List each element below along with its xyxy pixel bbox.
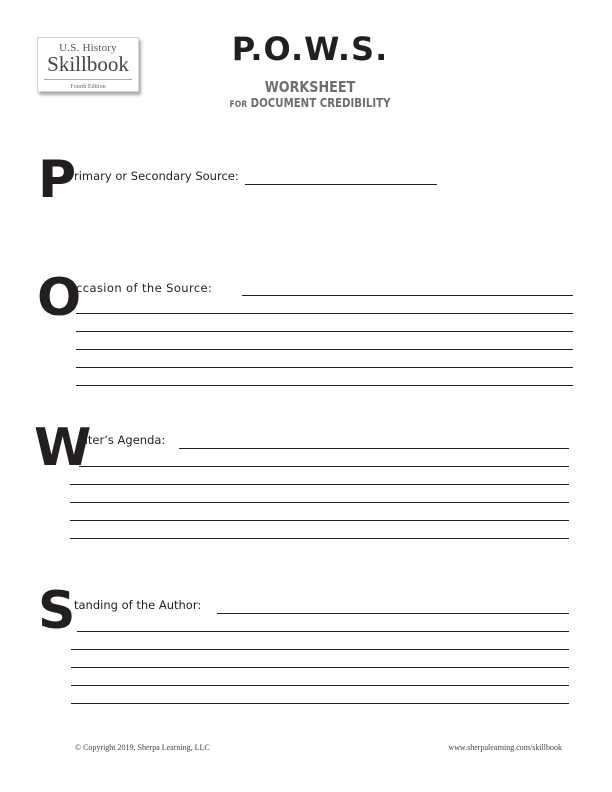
logo-edition: Fourth Edition xyxy=(67,84,108,90)
answer-line-w-4[interactable] xyxy=(70,502,569,503)
label-primary-secondary: rimary or Secondary Source: xyxy=(74,169,239,183)
answer-line-w-3[interactable] xyxy=(70,484,569,485)
logo-title: Skillbook xyxy=(47,52,129,76)
answer-line-p[interactable] xyxy=(245,184,437,185)
page-subtitle-secondary xyxy=(183,96,438,112)
footer-copyright: © Copyright 2019, Sherpa Learning, LLC xyxy=(75,743,210,752)
logo-series: U.S. History xyxy=(59,42,117,54)
letter-p: P xyxy=(38,150,75,210)
answer-line-s-6[interactable] xyxy=(71,703,569,704)
skillbook-logo xyxy=(37,37,139,92)
answer-line-o-5[interactable] xyxy=(76,367,573,368)
page-title: P.O.W.S. xyxy=(231,30,389,68)
letter-s: S xyxy=(38,581,74,641)
answer-line-s-4[interactable] xyxy=(71,667,569,668)
answer-line-w-2[interactable] xyxy=(79,466,569,467)
answer-line-o-3[interactable] xyxy=(76,331,573,332)
answer-line-s-1[interactable] xyxy=(217,613,569,614)
page-subtitle: WORKSHEET xyxy=(264,78,356,96)
answer-line-w-1[interactable] xyxy=(179,448,569,449)
answer-line-o-1[interactable] xyxy=(242,295,573,296)
logo-rule xyxy=(44,79,132,80)
answer-line-o-4[interactable] xyxy=(76,349,573,350)
footer-url[interactable]: www.sherpalearning.com/skillbook xyxy=(448,743,562,752)
answer-line-o-6[interactable] xyxy=(76,385,573,386)
logo-edition-row xyxy=(44,75,132,90)
answer-line-w-6[interactable] xyxy=(70,538,569,539)
label-occasion: ccasion of the Source: xyxy=(76,281,213,295)
label-writers-agenda: riter’s Agenda: xyxy=(80,433,166,447)
letter-o: O xyxy=(37,268,80,328)
letter-w: W xyxy=(34,418,90,478)
answer-line-w-5[interactable] xyxy=(70,520,569,521)
answer-line-s-5[interactable] xyxy=(71,685,569,686)
answer-line-o-2[interactable] xyxy=(76,313,573,314)
answer-line-s-3[interactable] xyxy=(71,649,569,650)
label-standing-author: tanding of the Author: xyxy=(74,598,202,612)
subtitle-prefix: FOR xyxy=(229,100,248,110)
subtitle-rest: DOCUMENT CREDIBILITY xyxy=(250,96,391,110)
answer-line-s-2[interactable] xyxy=(77,631,569,632)
